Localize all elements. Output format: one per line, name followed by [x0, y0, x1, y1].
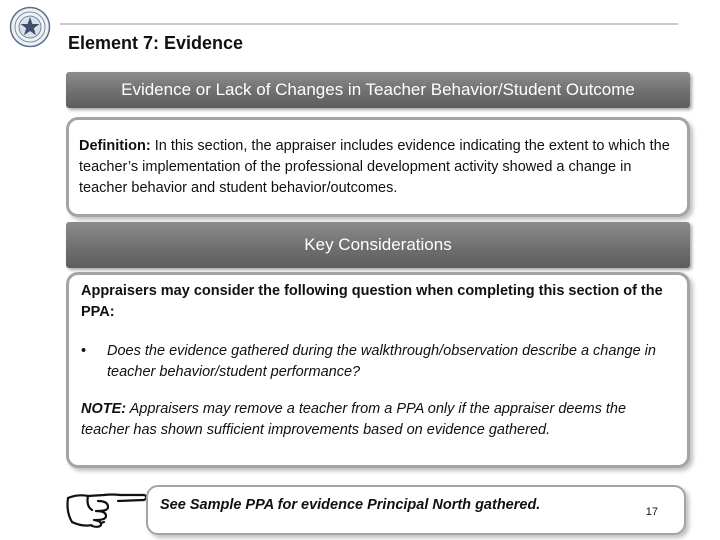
- note-label: NOTE:: [81, 401, 127, 417]
- top-rule: [60, 23, 678, 25]
- key-considerations-box: [66, 272, 690, 468]
- key-considerations-label: Key Considerations: [304, 235, 452, 254]
- considerations-bullet: [81, 341, 677, 383]
- bullet-marker: •: [81, 343, 87, 359]
- considerations-intro: Appraisers may consider the following question when completing this section of the PPA:: [81, 283, 663, 320]
- section-bar: [66, 72, 690, 108]
- definition-text: In this section, the appraiser includes evidence indicating the extent to which the teacher’s implementation of the professional development activity showed a change in teacher behavior and student behavior/outcomes.: [79, 138, 670, 196]
- key-considerations-bar: [66, 222, 690, 268]
- sample-callout: [146, 485, 686, 535]
- page-number: 17: [645, 506, 658, 518]
- state-seal-icon: [9, 6, 51, 48]
- slide-title: Element 7: Evidence: [68, 33, 244, 53]
- sample-text: See Sample PPA for evidence Principal North gathered.: [160, 497, 541, 513]
- note-paragraph: [81, 399, 677, 441]
- definition-label: Definition:: [79, 138, 151, 154]
- definition-box: [66, 117, 690, 217]
- bullet-text: Does the evidence gathered during the walkthrough/observation describe a change in teacher behavior/student performance?: [107, 343, 656, 380]
- section-bar-label: Evidence or Lack of Changes in Teacher Behavior/Student Outcome: [121, 80, 635, 99]
- pointing-hand-icon: [64, 486, 150, 530]
- note-text: Appraisers may remove a teacher from a PPA only if the appraiser deems the teacher has shown sufficient improvements based on evidence gathered.: [81, 401, 627, 438]
